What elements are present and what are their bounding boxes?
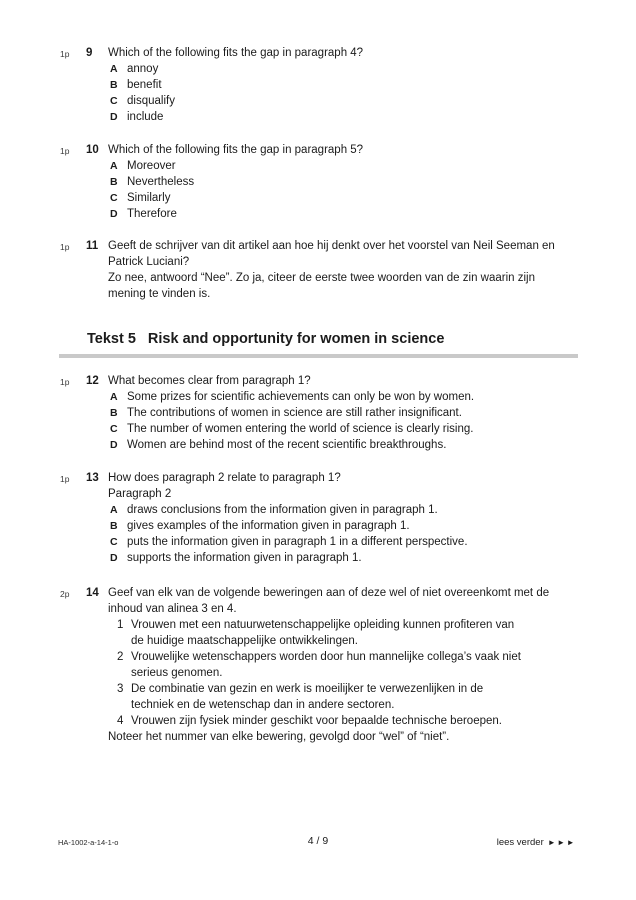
question-text: Which of the following fits the gap in paragraph 4? — [108, 47, 364, 59]
question-number: 14 — [86, 587, 99, 599]
option-text: Some prizes for scientific achievements can only be won by women. — [127, 391, 475, 403]
question-body — [108, 238, 568, 302]
option-letter: C — [110, 95, 118, 107]
continue-hint — [497, 837, 576, 848]
option-row — [108, 389, 568, 405]
option-text: draws conclusions from the information given in paragraph 1. — [127, 504, 438, 516]
option-row — [108, 190, 568, 206]
question-number: 11 — [86, 240, 99, 252]
question-instruction: Zo nee, antwoord “Nee”. Zo ja, citeer de eerste twee woorden van de zin waarin zijn mening te vinden is. — [108, 272, 535, 300]
option-text: gives examples of the information given in paragraph 1. — [127, 520, 410, 532]
answer-instruction: Noteer het nummer van elke bewering, gevolgd door “wel” of “niet”. — [108, 731, 450, 743]
option-text: include — [127, 111, 164, 123]
option-text: Similarly — [127, 192, 171, 204]
option-letter: C — [110, 192, 118, 204]
question-14 — [0, 585, 636, 745]
statement-text: De combinatie van gezin en werk is moeilijker te verwezenlijken in de techniek en de wetenschap dan in andere sectoren. — [131, 683, 484, 711]
option-letter: A — [110, 160, 118, 172]
statement-number: 1 — [117, 619, 124, 631]
option-letter: B — [110, 407, 118, 419]
option-text: disqualify — [127, 95, 175, 107]
statement-text: Vrouwen zijn fysiek minder geschikt voor bepaalde technische beroepen. — [131, 715, 502, 727]
points-badge: 1p — [60, 49, 70, 59]
option-text: supports the information given in paragraph 1. — [127, 552, 362, 564]
question-body — [108, 470, 568, 566]
option-text: Moreover — [127, 160, 176, 172]
statement-row — [117, 617, 568, 649]
question-text: What becomes clear from paragraph 1? — [108, 375, 311, 387]
option-text: The number of women entering the world of science is clearly rising. — [127, 423, 474, 435]
option-letter: D — [110, 439, 118, 451]
question-text: Which of the following fits the gap in paragraph 5? — [108, 144, 364, 156]
forward-arrows-icon: ►►► — [547, 838, 576, 847]
option-letter: B — [110, 176, 118, 188]
question-number: 13 — [86, 472, 99, 484]
option-row — [108, 421, 568, 437]
option-row — [108, 550, 568, 566]
question-13 — [0, 470, 636, 566]
question-number: 12 — [86, 375, 99, 387]
option-row — [108, 174, 568, 190]
option-letter: B — [110, 520, 118, 532]
statement-row — [117, 681, 568, 713]
option-text: Nevertheless — [127, 176, 195, 188]
statement-number: 4 — [117, 715, 124, 727]
option-letter: A — [110, 504, 118, 516]
question-text: How does paragraph 2 relate to paragraph 1? — [108, 472, 341, 484]
option-row — [108, 206, 568, 222]
option-text: puts the information given in paragraph 1 in a different perspective. — [127, 536, 468, 548]
option-letter: D — [110, 552, 118, 564]
question-12 — [0, 373, 636, 453]
question-11 — [0, 238, 636, 302]
statement-row — [117, 713, 568, 729]
statement-row — [117, 649, 568, 681]
document-code: HA-1002-a-14-1-o — [58, 838, 119, 847]
option-letter: A — [110, 391, 118, 403]
option-text: The contributions of women in science are still rather insignificant. — [127, 407, 462, 419]
option-letter: D — [110, 111, 118, 123]
option-row — [108, 405, 568, 421]
option-letter: A — [110, 63, 118, 75]
continue-label: lees verder — [496, 837, 544, 848]
question-number: 9 — [86, 47, 93, 59]
option-text: Women are behind most of the recent scientific breakthroughs. — [127, 439, 447, 451]
option-text: benefit — [127, 79, 162, 91]
option-text: annoy — [127, 63, 159, 75]
statement-number: 3 — [117, 683, 124, 695]
question-text: Geef van elk van de volgende beweringen aan of deze wel of niet overeenkomt met de inhoud van alinea 3 en 4. — [108, 587, 550, 615]
option-letter: C — [110, 536, 118, 548]
points-badge: 2p — [60, 589, 70, 599]
option-row — [108, 93, 568, 109]
points-badge: 1p — [60, 377, 70, 387]
option-letter: B — [110, 79, 118, 91]
question-body — [108, 373, 568, 453]
option-row — [108, 518, 568, 534]
option-row — [108, 534, 568, 550]
option-row — [108, 158, 568, 174]
option-row — [108, 109, 568, 125]
option-row — [108, 502, 568, 518]
section-heading — [87, 329, 444, 349]
points-badge: 1p — [60, 146, 70, 156]
option-letter: D — [110, 208, 118, 220]
option-text: Therefore — [127, 208, 177, 220]
statement-text: Vrouwelijke wetenschappers worden door hun mannelijke collega’s vaak niet serieus genomen. — [131, 651, 521, 679]
option-row — [108, 61, 568, 77]
question-text: Geeft de schrijver van dit artikel aan hoe hij denkt over het voorstel van Neil Seeman en Patrick Luciani? — [108, 240, 555, 268]
question-number: 10 — [86, 144, 99, 156]
option-row — [108, 77, 568, 93]
question-body — [108, 45, 568, 125]
question-9 — [0, 45, 636, 125]
option-letter: C — [110, 423, 118, 435]
question-10 — [0, 142, 636, 222]
section-title: Risk and opportunity for women in science — [147, 331, 445, 347]
section-label: Tekst 5 — [87, 331, 136, 347]
points-badge: 1p — [60, 474, 70, 484]
statement-text: Vrouwen met een natuurwetenschappelijke opleiding kunnen profiteren van de huidige maatschappelijke ontwikkelingen. — [131, 619, 515, 647]
section-divider-rule — [59, 354, 578, 358]
question-stem: Paragraph 2 — [108, 488, 172, 500]
points-badge: 1p — [60, 242, 70, 252]
statement-number: 2 — [117, 651, 124, 663]
question-body — [108, 142, 568, 222]
option-row — [108, 437, 568, 453]
question-body — [108, 585, 568, 745]
page-indicator: 4 / 9 — [307, 835, 329, 847]
